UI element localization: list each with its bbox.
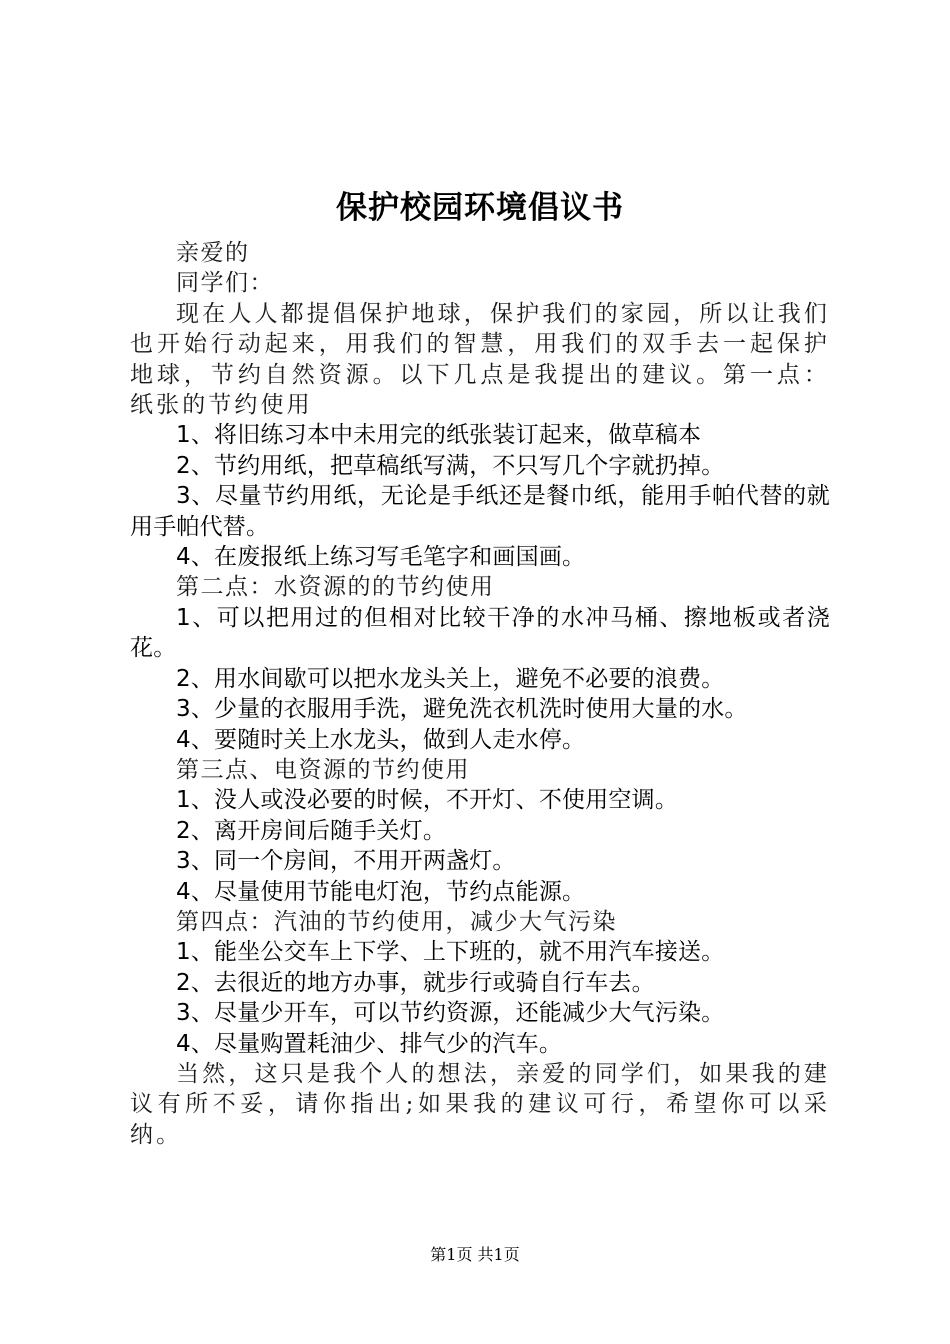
paper-item-3: 3、尽量节约用纸，无论是手纸还是餐巾纸，能用手帕代替的就用手帕代替。	[130, 483, 830, 540]
paper-item-2: 2、节约用纸，把草稿纸写满，不只写几个字就扔掉。	[176, 452, 725, 479]
gasoline-item-2: 2、去很近的地方办事，就步行或骑自行车去。	[176, 969, 655, 996]
salutation-line-2: 同学们：	[176, 270, 274, 297]
closing-paragraph: 当然，这只是我个人的想法，亲爱的同学们，如果我的建议有所不妥，请你指出;如果我的建议可行，希望你可以采纳。	[130, 1060, 830, 1148]
paper-item-1: 1、将旧练习本中未用完的纸张装订起来，做草稿本	[176, 422, 702, 449]
water-item-2: 2、用水间歇可以把水龙头关上，避免不必要的浪费。	[176, 665, 725, 692]
water-item-3: 3、少量的衣服用手洗，避免洗衣机洗时使用大量的水。	[176, 696, 748, 723]
water-item-4: 4、要随时关上水龙头，做到人走水停。	[176, 726, 586, 753]
gasoline-item-4: 4、尽量购置耗油少、排气少的汽车。	[176, 1030, 563, 1057]
paper-item-4: 4、在废报纸上练习写毛笔字和画国画。	[176, 544, 586, 571]
page-footer: 第1页 共1页	[430, 1245, 520, 1264]
document-body	[130, 238, 830, 1150]
water-item-1: 1、可以把用过的但相对比较干净的水冲马桶、擦地板或者浇花。	[130, 604, 830, 662]
document-title: 保护校园环境倡议书	[336, 190, 624, 226]
gasoline-item-3: 3、尽量少开车，可以节约资源，还能减少大气污染。	[176, 1000, 725, 1027]
electricity-item-1: 1、没人或没必要的时候，不开灯、不使用空调。	[176, 787, 679, 814]
section-heading-electricity: 第三点、电资源的节约使用	[176, 756, 470, 783]
electricity-item-3: 3、同一个房间，不用开两盏灯。	[176, 848, 516, 875]
section-heading-water: 第二点：水资源的的节约使用	[176, 574, 495, 601]
gasoline-item-1: 1、能坐公交车上下学、上下班的，就不用汽车接送。	[176, 939, 725, 966]
electricity-item-2: 2、离开房间后随手关灯。	[176, 817, 447, 844]
electricity-item-4: 4、尽量使用节能电灯泡，节约点能源。	[176, 878, 586, 905]
salutation-line-1: 亲爱的	[176, 240, 250, 266]
section-heading-gasoline: 第四点：汽油的节约使用，减少大气污染	[176, 908, 617, 935]
document-page	[130, 180, 830, 1150]
intro-paragraph: 现在人人都提倡保护地球，保护我们的家园，所以让我们也开始行动起来，用我们的智慧，用我们的双手去一起保护地球，节约自然资源。以下几点是我提出的建议。第一点：纸张的节约使用	[130, 300, 830, 419]
